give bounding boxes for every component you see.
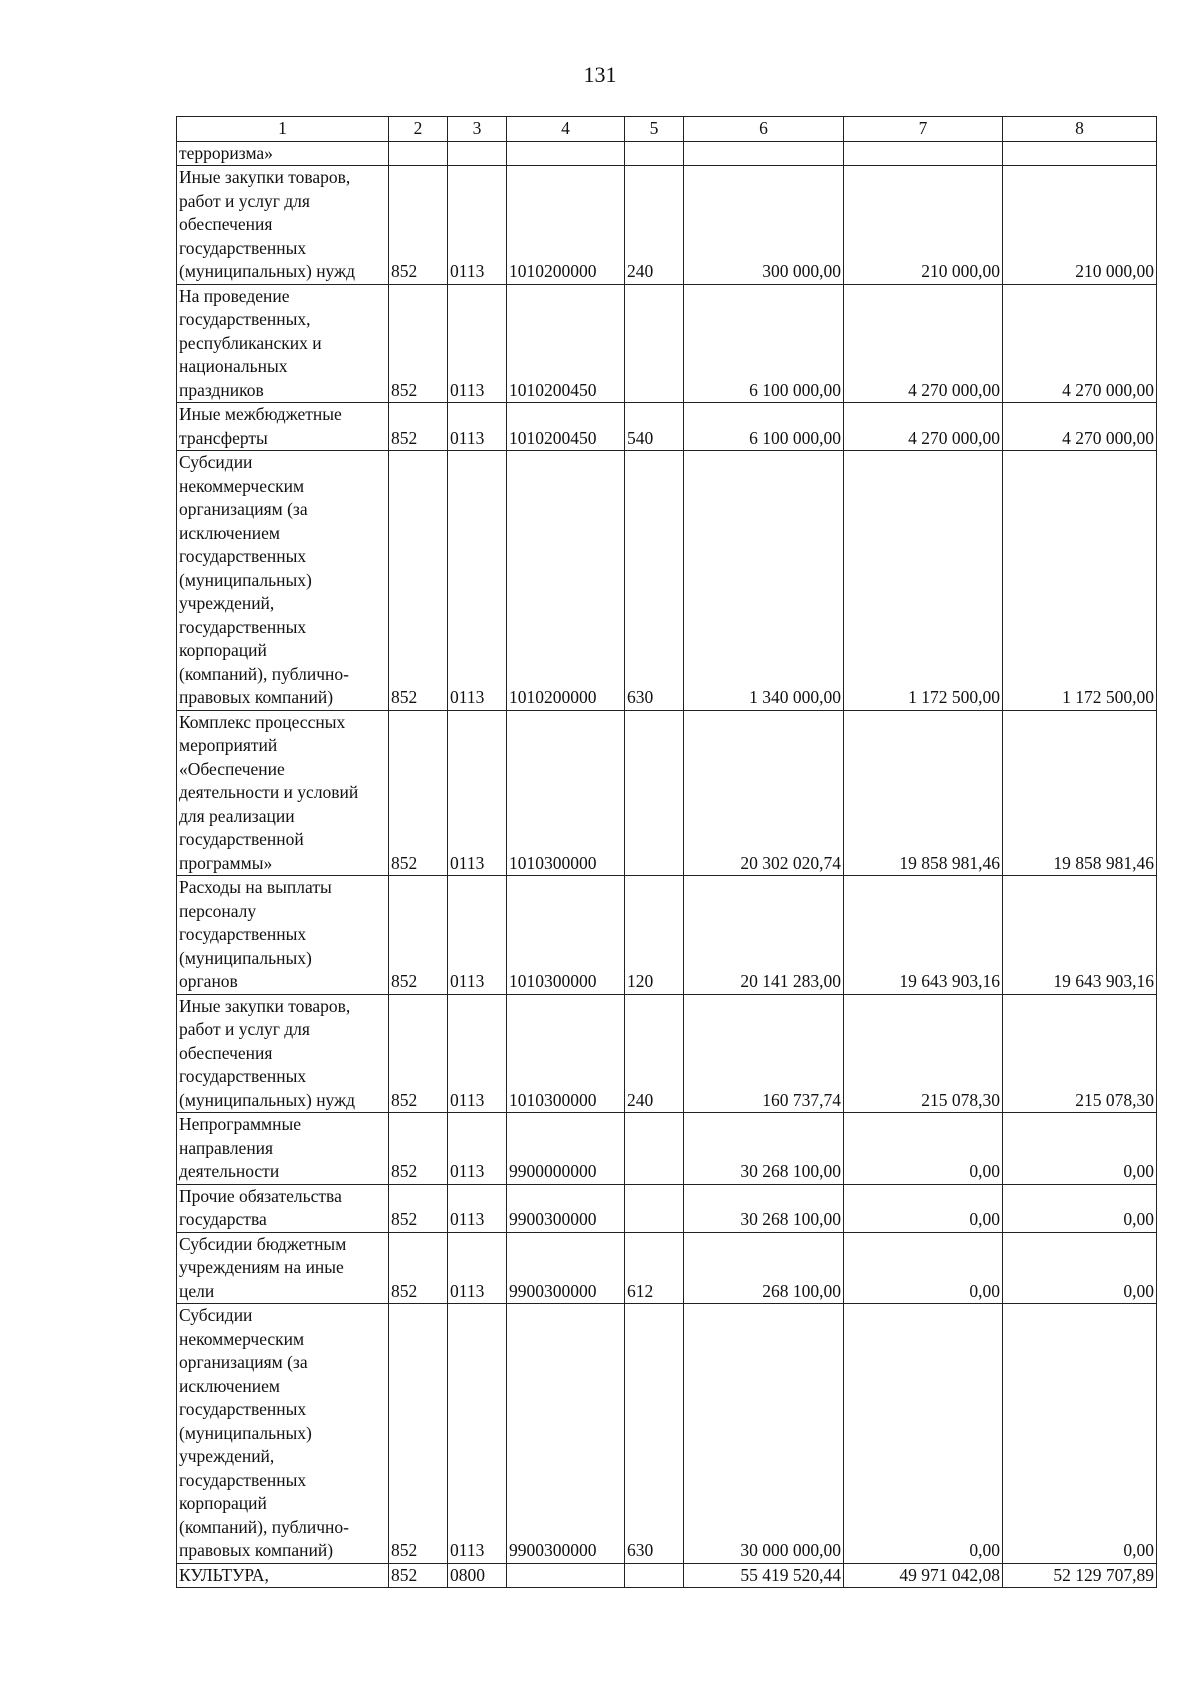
row-amount-7: 0,00 [844,1113,1003,1185]
header-col-6: 6 [684,117,844,142]
row-section: 0113 [448,1304,507,1564]
row-section: 0113 [448,451,507,711]
row-name: На проведение государственных, республиканских и национальных праздников [177,284,389,403]
row-amount-8: 0,00 [1003,1304,1157,1564]
row-name: Расходы на выплаты персоналу государственных (муниципальных) органов [177,876,389,995]
row-amount-8: 215 078,30 [1003,994,1157,1113]
row-expense-type: 120 [625,876,684,995]
row-expense-type: 612 [625,1232,684,1304]
row-expense-type: 240 [625,994,684,1113]
row-amount-8: 19 858 981,46 [1003,710,1157,876]
table-row [177,876,1157,995]
row-name: Непрограммные направления деятельности [177,1113,389,1185]
row-expense-type: 240 [625,166,684,285]
row-grbs: 852 [389,284,448,403]
row-target-article: 9900000000 [507,1113,625,1185]
row-expense-type [625,1184,684,1232]
row-grbs: 852 [389,994,448,1113]
row-name: Субсидии бюджетным учреждениям на иные цели [177,1232,389,1304]
row-grbs: 852 [389,1304,448,1564]
table-row [177,1184,1157,1232]
page-number: 131 [583,62,617,87]
row-expense-type [625,1563,684,1588]
header-col-4: 4 [507,117,625,142]
row-name: терроризма» [177,141,389,166]
row-target-article: 9900300000 [507,1184,625,1232]
row-name: КУЛЬТУРА, [177,1563,389,1588]
row-section: 0113 [448,1232,507,1304]
row-amount-6: 55 419 520,44 [684,1563,844,1588]
table-row [177,710,1157,876]
row-name: Комплекс процессных мероприятий «Обеспечение деятельности и условий для реализации государственной программы» [177,710,389,876]
table-row [177,1113,1157,1185]
row-amount-6: 160 737,74 [684,994,844,1113]
row-expense-type: 540 [625,403,684,451]
row-section: 0113 [448,403,507,451]
row-section [448,141,507,166]
row-section: 0113 [448,1113,507,1185]
table-body [177,141,1157,1588]
row-section: 0113 [448,284,507,403]
row-amount-7: 215 078,30 [844,994,1003,1113]
row-name: Прочие обязательства государства [177,1184,389,1232]
row-amount-7: 19 643 903,16 [844,876,1003,995]
table-row [177,1563,1157,1588]
row-expense-type: 630 [625,1304,684,1564]
row-target-article: 1010200450 [507,403,625,451]
row-name: Субсидии некоммерческим организациям (за исключением государственных (муниципальных) учреждений, государственных корпораций (компаний), публично- правовых компаний) [177,451,389,711]
row-amount-7: 210 000,00 [844,166,1003,285]
row-amount-7 [844,141,1003,166]
row-amount-7: 19 858 981,46 [844,710,1003,876]
row-grbs: 852 [389,876,448,995]
row-amount-8: 4 270 000,00 [1003,403,1157,451]
row-target-article [507,1563,625,1588]
row-amount-6: 30 268 100,00 [684,1113,844,1185]
row-section: 0113 [448,994,507,1113]
row-amount-6: 30 268 100,00 [684,1184,844,1232]
table-row [177,166,1157,285]
row-amount-8: 4 270 000,00 [1003,284,1157,403]
row-amount-8: 1 172 500,00 [1003,451,1157,711]
row-amount-6: 1 340 000,00 [684,451,844,711]
row-grbs: 852 [389,403,448,451]
row-section: 0113 [448,166,507,285]
row-amount-8: 210 000,00 [1003,166,1157,285]
row-amount-8: 0,00 [1003,1113,1157,1185]
row-name: Субсидии некоммерческим организациям (за исключением государственных (муниципальных) учреждений, государственных корпораций (компаний), публично- правовых компаний) [177,1304,389,1564]
table-row [177,1304,1157,1564]
row-amount-7: 1 172 500,00 [844,451,1003,711]
row-amount-8: 0,00 [1003,1184,1157,1232]
row-expense-type [625,1113,684,1185]
row-amount-6: 20 302 020,74 [684,710,844,876]
row-amount-8: 19 643 903,16 [1003,876,1157,995]
row-amount-7: 0,00 [844,1232,1003,1304]
row-name: Иные межбюджетные трансферты [177,403,389,451]
row-expense-type [625,284,684,403]
header-row [177,117,1157,142]
row-name: Иные закупки товаров, работ и услуг для обеспечения государственных (муниципальных) нужд [177,994,389,1113]
row-name: Иные закупки товаров, работ и услуг для обеспечения государственных (муниципальных) нужд [177,166,389,285]
row-amount-6: 300 000,00 [684,166,844,285]
row-target-article: 1010300000 [507,876,625,995]
table-row [177,141,1157,166]
row-amount-6: 30 000 000,00 [684,1304,844,1564]
row-amount-6: 20 141 283,00 [684,876,844,995]
row-amount-8: 52 129 707,89 [1003,1563,1157,1588]
table-row [177,451,1157,711]
row-amount-8: 0,00 [1003,1232,1157,1304]
row-grbs: 852 [389,1113,448,1185]
row-amount-7: 49 971 042,08 [844,1563,1003,1588]
row-grbs [389,141,448,166]
row-amount-8 [1003,141,1157,166]
row-expense-type: 630 [625,451,684,711]
row-grbs: 852 [389,710,448,876]
header-col-2: 2 [389,117,448,142]
row-grbs: 852 [389,1232,448,1304]
row-grbs: 852 [389,1184,448,1232]
header-col-3: 3 [448,117,507,142]
row-target-article: 1010300000 [507,710,625,876]
row-amount-7: 4 270 000,00 [844,403,1003,451]
row-expense-type [625,710,684,876]
header-col-1: 1 [177,117,389,142]
row-amount-7: 4 270 000,00 [844,284,1003,403]
header-col-7: 7 [844,117,1003,142]
row-target-article: 9900300000 [507,1232,625,1304]
row-grbs: 852 [389,451,448,711]
row-section: 0113 [448,876,507,995]
row-expense-type [625,141,684,166]
row-target-article: 1010200000 [507,451,625,711]
row-amount-7: 0,00 [844,1304,1003,1564]
row-target-article: 1010300000 [507,994,625,1113]
header-col-8: 8 [1003,117,1157,142]
table-row [177,284,1157,403]
table-row [177,403,1157,451]
row-section: 0113 [448,1184,507,1232]
row-grbs: 852 [389,166,448,285]
row-amount-6: 6 100 000,00 [684,284,844,403]
table-header [177,117,1157,142]
row-amount-7: 0,00 [844,1184,1003,1232]
table-row [177,994,1157,1113]
row-target-article: 1010200450 [507,284,625,403]
row-target-article [507,141,625,166]
header-col-5: 5 [625,117,684,142]
row-target-article: 1010200000 [507,166,625,285]
row-target-article: 9900300000 [507,1304,625,1564]
row-section: 0800 [448,1563,507,1588]
budget-table [176,116,1157,1588]
table-row [177,1232,1157,1304]
row-amount-6 [684,141,844,166]
row-grbs: 852 [389,1563,448,1588]
row-amount-6: 268 100,00 [684,1232,844,1304]
row-section: 0113 [448,710,507,876]
row-amount-6: 6 100 000,00 [684,403,844,451]
